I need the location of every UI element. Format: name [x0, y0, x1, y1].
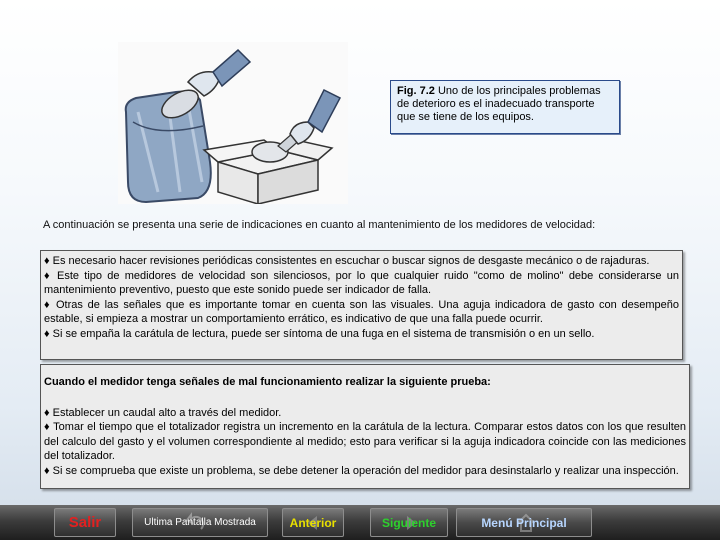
figure-caption-text: Uno de los principales problemas de deterioro es el inadecuado transporte que se tiene de los equipos. — [397, 85, 601, 123]
last-screen-button[interactable] — [132, 508, 268, 537]
list-item: ♦ Tomar el tiempo que el totalizador registra un incremento en la carátula de la lectura. Comparar estos datos con los que resulten del calculo del gasto y el volumen correspondiente al medido; esto para verificar si la aguja indicadora coincide con las mediciones del totalizador. — [44, 421, 686, 462]
exit-label: Salir — [68, 514, 102, 531]
previous-button[interactable] — [282, 508, 344, 537]
main-menu-button[interactable] — [456, 508, 592, 537]
list-item: ♦ Establecer un caudal alto a través del medidor. — [44, 406, 282, 419]
test-heading: Cuando el medidor tenga señales de mal funcionamiento realizar la siguiente prueba: — [44, 376, 491, 388]
list-item: ♦ Si se comprueba que existe un problema, se debe detener la operación del medidor para desinstalarlo y realizar una inspección. — [44, 464, 679, 477]
main-menu-label: Menú Principal — [481, 515, 567, 530]
list-item: ♦ Este tipo de medidores de velocidad son silenciosos, por lo que cualquier ruido "como de molino" debe considerarse un mantenimiento preventivo, puesto que este sonido puede ser indicador de falla. — [44, 269, 679, 296]
figure-caption — [390, 80, 620, 134]
figure-label: Fig. 7.2 — [397, 85, 435, 97]
list-item: ♦ Es necesario hacer revisiones periódicas consistentes en escuchar o buscar signos de desgaste mecánico o de rajaduras. — [44, 255, 650, 267]
bag-and-box-drawing — [118, 42, 348, 204]
exit-button[interactable] — [54, 508, 116, 537]
list-item: ♦ Otras de las señales que es importante tomar en cuenta son las visuales. Una aguja indicadora de gasto con desempeño estable, si empieza a mostrar un comportamiento errático, es indicativo de que una falla puede ocurrir. — [44, 298, 679, 325]
next-label: Siguiente — [381, 515, 436, 530]
sleeve-right — [308, 90, 340, 132]
malfunction-test-panel — [40, 364, 690, 489]
sleeve-left — [213, 50, 250, 86]
intro-text: A continuación se presenta una serie de indicaciones en cuanto al mantenimiento de los medidores de velocidad: — [43, 219, 596, 231]
equipment-transport-illustration — [118, 42, 348, 204]
list-item: ♦ Si se empaña la carátula de lectura, puede ser síntoma de una fuga en el sistema de transmisión o en un sello. — [44, 327, 595, 340]
last-screen-label: Ultima Pantalla Mostrada — [144, 517, 256, 528]
maintenance-indications-panel — [40, 250, 683, 360]
next-button[interactable] — [370, 508, 448, 537]
previous-label: Anterior — [289, 515, 337, 530]
